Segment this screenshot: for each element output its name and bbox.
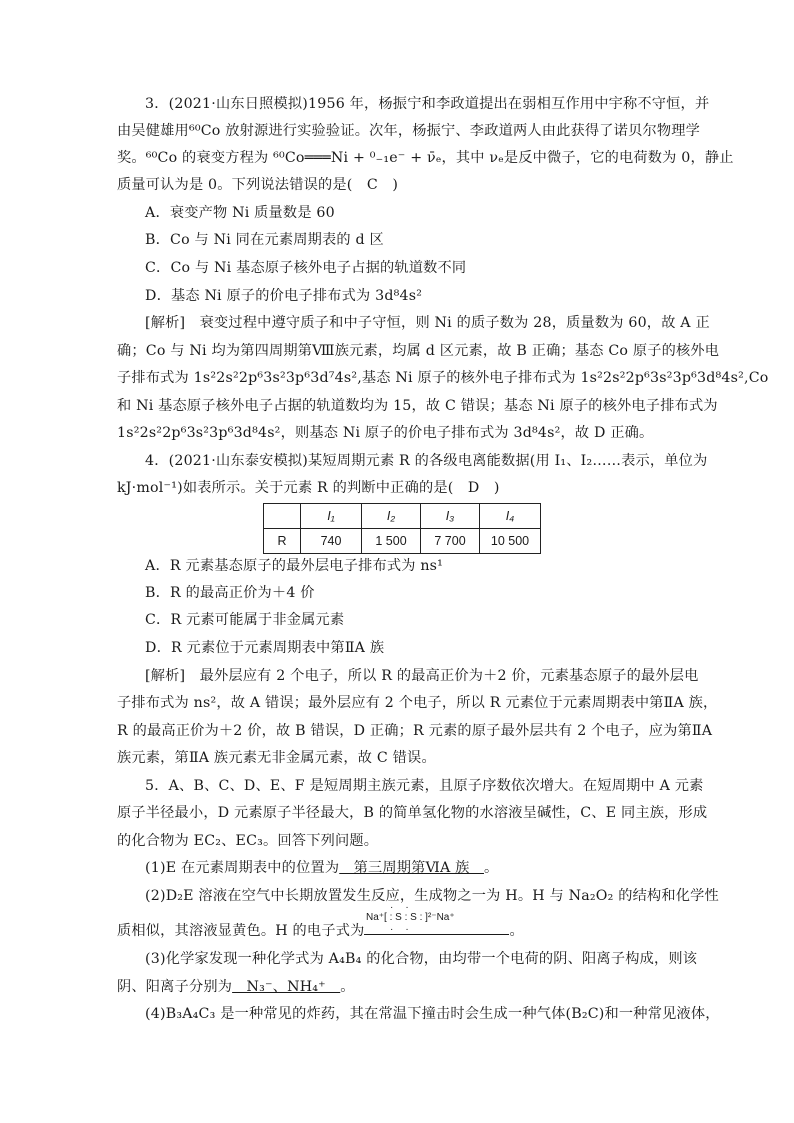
q5-line-2: 原子半径最小，D 元素原子半径最大，B 的简单氢化物的水溶液呈碱性，C、E 同主族，形成	[117, 805, 708, 821]
ionization-energy-table	[263, 503, 541, 554]
q4-explanation-3: R 的最高正价为＋2 价，故 B 错误，D 正确；R 元素的原子最外层共有 2 个电子，应为第ⅡA	[117, 723, 713, 739]
q5-sub-4-line-1: (4)B₃A₄C₃ 是一种常见的炸药，其在常温下撞击时会生成一种气体(B₂C)和一种常见液体，	[145, 1006, 720, 1022]
table-row	[264, 529, 541, 554]
q3-option-b: B．Co 与 Ni 同在元素周期表的 d 区	[145, 232, 384, 248]
q3-option-a: A．衰变产物 Ni 质量数是 60	[145, 205, 335, 221]
table-cell: 7 700	[421, 529, 480, 554]
q5-line-3: 的化合物为 EC₂、EC₃。回答下列问题。	[117, 833, 379, 849]
q3-explanation-4: 和 Ni 基态原子核外电子占据的轨道数均为 15，故 C 错误；基态 Ni 原子的核外电子排布式为	[117, 398, 718, 414]
q5-sub-3-line-1: (3)化学家发现一种化学式为 A₄B₄ 的化合物，由均带一个电荷的阴、阳离子构成，则该	[145, 951, 698, 967]
q3-explanation-2: 确；Co 与 Ni 均为第四周期第Ⅷ族元素，均属 d 区元素，故 B 正确；基态 Co 原子的核外电	[117, 343, 720, 359]
q3-option-d: D．基态 Ni 原子的价电子排布式为 3d⁸4s²	[145, 288, 423, 304]
table-header-row	[264, 504, 541, 529]
q4-explanation-1: [解析] 最外层应有 2 个电子，所以 R 的最高正价为＋2 价，元素基态原子的最外层电	[145, 668, 699, 684]
table-cell: 1 500	[362, 529, 421, 554]
q5-sub-3-text: 阴、阳离子分别为	[117, 979, 233, 995]
table-header-cell: I₃	[421, 504, 480, 529]
q3-option-c: C．Co 与 Ni 基态原子核外电子占据的轨道数不同	[145, 260, 467, 276]
table-header-cell: I₄	[480, 504, 541, 529]
q5-sub-2-line-1: (2)D₂E 溶液在空气中长期放置发生反应，生成物之一为 H。H 与 Na₂O₂ 的结构和化学性	[145, 888, 719, 904]
q3-explanation-5: 1s²2s²2p⁶3s²3p⁶3d⁸4s²，则基态 Ni 原子的价电子排布式为 3d⁸4s²，故 D 正确。	[117, 425, 654, 441]
electron-dot-text: Na⁺[ : S : S : ]²⁻Na⁺	[366, 912, 455, 923]
q4-line-2: kJ·mol⁻¹)如表所示。关于元素 R 的判断中正确的是( D )	[117, 480, 500, 496]
q5-sub-1-end: 。	[483, 860, 499, 876]
table-header-cell: I₂	[362, 504, 421, 529]
q4-explanation-2: 子排布式为 ns²，故 A 错误；最外层应有 2 个电子，所以 R 元素位于元素周期表中第ⅡA 族，	[117, 695, 718, 711]
q4-line-1: 4．(2021·山东泰安模拟)某短周期元素 R 的各级电离能数据(用 I₁、I₂……表示，单位为	[145, 453, 708, 469]
q4-option-d: D．R 元素位于元素周期表中第ⅡA 族	[145, 640, 385, 656]
lone-pair-dots-top: ··	[390, 902, 421, 913]
q5-sub-2-text: 质相似，其溶液显黄色。H 的电子式为	[117, 923, 365, 939]
table-cell: R	[264, 529, 301, 554]
lone-pair-dots-bottom: ··	[390, 924, 421, 935]
table-cell: 740	[301, 529, 362, 554]
q4-option-c: C．R 元素可能属于非金属元素	[145, 612, 345, 628]
q4-option-b: B．R 的最高正价为＋4 价	[145, 585, 315, 601]
q5-sub-3-answer: N₃⁻、NH₄⁺	[232, 979, 341, 995]
q3-explanation-1: [解析] 衰变过程中遵守质子和中子守恒，则 Ni 的质子数为 28，质量数为 60，故 A 正	[145, 315, 710, 331]
q3-line-2: 由吴健雄用⁶⁰Co 放射源进行实验验证。次年，杨振宁、李政道两人由此获得了诺贝尔物理学	[117, 123, 701, 139]
q5-sub-1	[145, 858, 498, 878]
table-cell: 10 500	[480, 529, 541, 554]
q5-sub-1-answer: 第三周期第ⅥA 族	[339, 860, 484, 876]
electron-dot-formula	[362, 900, 502, 940]
q5-sub-3-line-2	[117, 977, 355, 997]
q3-explanation-3: 子排布式为 1s²2s²2p⁶3s²3p⁶3d⁷4s²,基态 Ni 原子的核外电子排布式为 1s²2s²2p⁶3s²3p⁶3d⁸4s²,Co	[117, 370, 769, 386]
q4-explanation-4: 族元素，第ⅡA 族元素无非金属元素，故 C 错误。	[117, 750, 436, 766]
q3-line-1: 3．(2021·山东日照模拟)1956 年，杨振宁和李政道提出在弱相互作用中宇称不守恒，并	[145, 96, 710, 112]
q5-sub-3-end: 。	[340, 979, 355, 995]
q5-sub-2-end: 。	[509, 923, 524, 939]
q5-line-1: 5．A、B、C、D、E、F 是短周期主族元素，且原子序数依次增大。在短周期中 A 元素	[145, 778, 704, 794]
table-header-cell: I₁	[301, 504, 362, 529]
q3-line-3: 奖。⁶⁰Co 的衰变方程为 ⁶⁰Co═══Ni + ⁰₋₁e⁻ + ν̄ₑ，其中 νₑ是反中微子，它的电荷数为 0，静止	[117, 150, 734, 166]
table-header-cell	[264, 504, 301, 529]
q3-line-4: 质量可认为是 0。下列说法错误的是( C )	[117, 177, 399, 193]
q4-option-a: A．R 元素基态原子的最外层电子排布式为 ns¹	[145, 558, 444, 574]
q5-sub-1-text: (1)E 在元素周期表中的位置为	[145, 860, 340, 876]
